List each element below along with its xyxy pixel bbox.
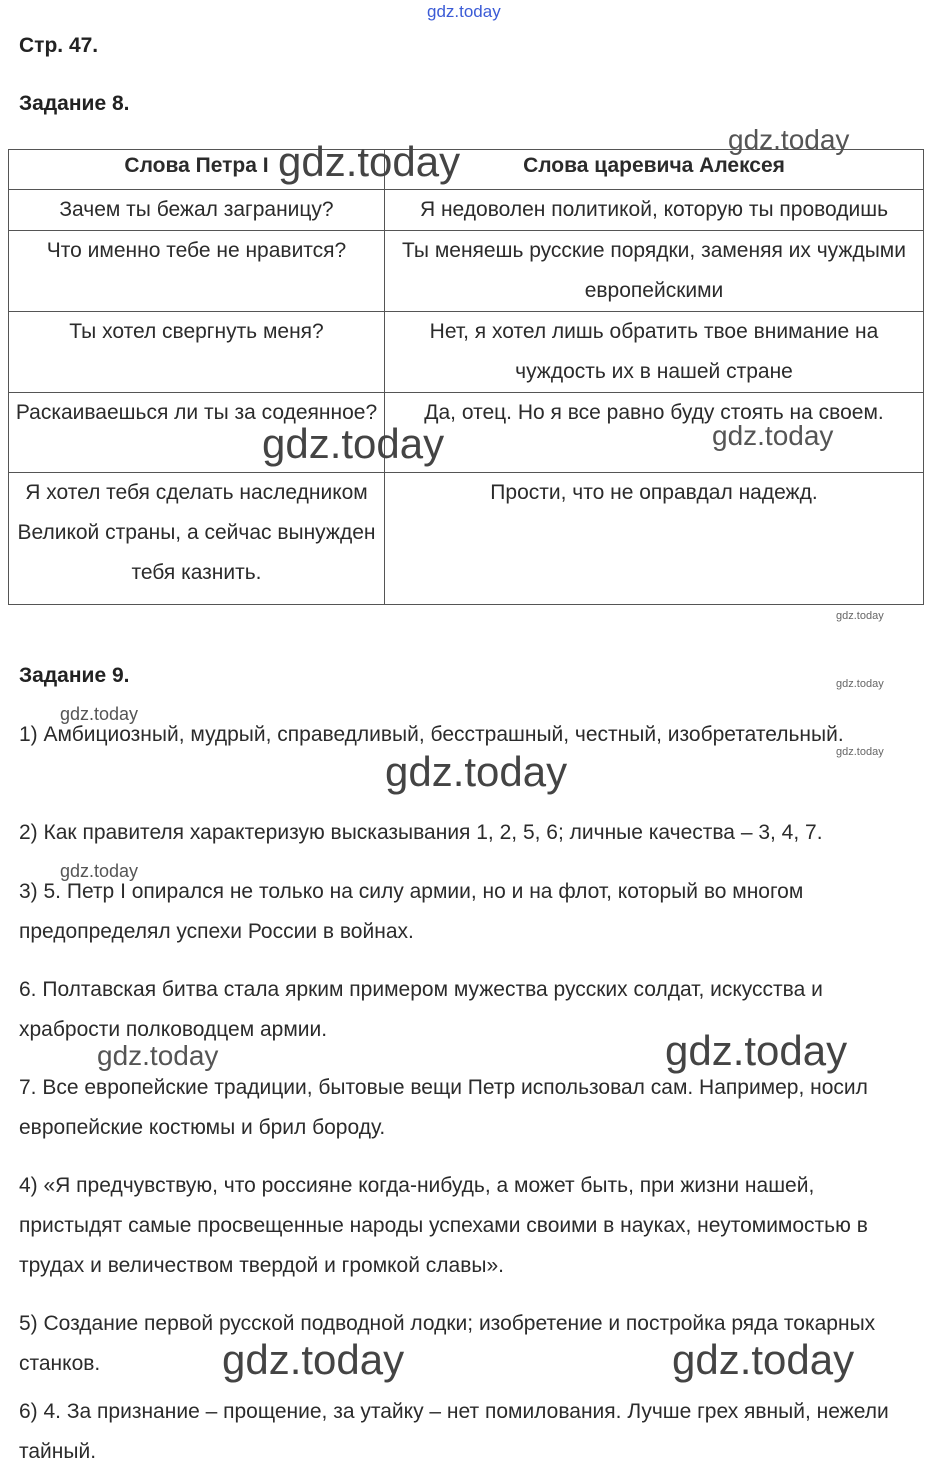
watermark: gdz.today [836, 610, 884, 622]
alexey-line: Нет, я хотел лишь обратить твое внимание на чуждость их в нашей стране [385, 312, 924, 393]
alexey-line: Прости, что не оправдал надежд. [385, 473, 924, 605]
answer-paragraph: 1) Амбициозный, мудрый, справедливый, бесстрашный, честный, изобретательный. [19, 723, 844, 746]
peter-line: Раскаиваешься ли ты за содеянное? [9, 393, 385, 473]
table-row [9, 231, 924, 312]
peter-line: Что именно тебе не нравится? [9, 231, 385, 312]
alexey-line: Ты меняешь русские порядки, заменяя их чуждыми европейскими [385, 231, 924, 312]
table-row [9, 190, 924, 231]
watermark: gdz.today [836, 678, 884, 690]
watermark: gdz.today [60, 861, 139, 881]
watermark: gdz.today [262, 420, 445, 467]
alexey-line: Да, отец. Но я все равно буду стоять на своем. [385, 393, 924, 473]
table-row [9, 312, 924, 393]
watermark: gdz.today [665, 1027, 848, 1074]
page-label: Стр. 47. [19, 34, 99, 57]
alexey-line: Я недоволен политикой, которую ты проводишь [385, 190, 924, 231]
watermark-top[interactable]: gdz.today [427, 2, 501, 21]
peter-line: Зачем ты бежал заграницу? [9, 190, 385, 231]
watermark: gdz.today [278, 138, 461, 185]
watermark: gdz.today [222, 1336, 405, 1383]
watermark: gdz.today [712, 420, 834, 451]
task8-title: Задание 8. [19, 92, 130, 115]
watermark: gdz.today [672, 1336, 855, 1383]
peter-line: Я хотел тебя сделать наследником Великой страны, а сейчас вынужден тебя казнить. [9, 473, 385, 605]
watermark: gdz.today [60, 704, 139, 724]
dialogue-table [8, 149, 924, 605]
peter-line: Ты хотел свергнуть меня? [9, 312, 385, 393]
header-alexey: Слова царевича Алексея [385, 150, 924, 190]
header-peter: Слова Петра I [9, 150, 385, 190]
answer-paragraph: 4) «Я предчувствую, что россияне когда-нибудь, а может быть, при жизни нашей, пристыдят самые просвещенные народы успехами своими в науках, неутомимостью в трудах и величеством твердой и громкой славы». [19, 1174, 868, 1277]
answer-paragraph: 6. Полтавская битва стала ярким примером мужества русских солдат, искусства и храбрости полководцем армии. [19, 978, 823, 1041]
answer-paragraph: 2) Как правителя характеризую высказывания 1, 2, 5, 6; личные качества – 3, 4, 7. [19, 821, 823, 844]
answer-paragraph: 6) 4. За признание – прощение, за утайку – нет помилования. Лучше грех явный, нежели тайный. [19, 1400, 889, 1463]
answer-paragraph: 7. Все европейские традиции, бытовые вещи Петр использовал сам. Например, носил европейские костюмы и брил бороду. [19, 1076, 868, 1139]
answer-paragraph: 3) 5. Петр I опирался не только на силу армии, но и на флот, который во многом предопределял успехи России в войнах. [19, 880, 804, 943]
task9-title: Задание 9. [19, 664, 130, 687]
table-row [9, 473, 924, 605]
watermark: gdz.today [385, 748, 568, 795]
answer-paragraph: 5) Создание первой русской подводной лодки; изобретение и постройка ряда токарных станков. [19, 1312, 876, 1375]
watermark: gdz.today [836, 746, 884, 758]
watermark: gdz.today [728, 124, 850, 155]
watermark: gdz.today [97, 1040, 219, 1071]
